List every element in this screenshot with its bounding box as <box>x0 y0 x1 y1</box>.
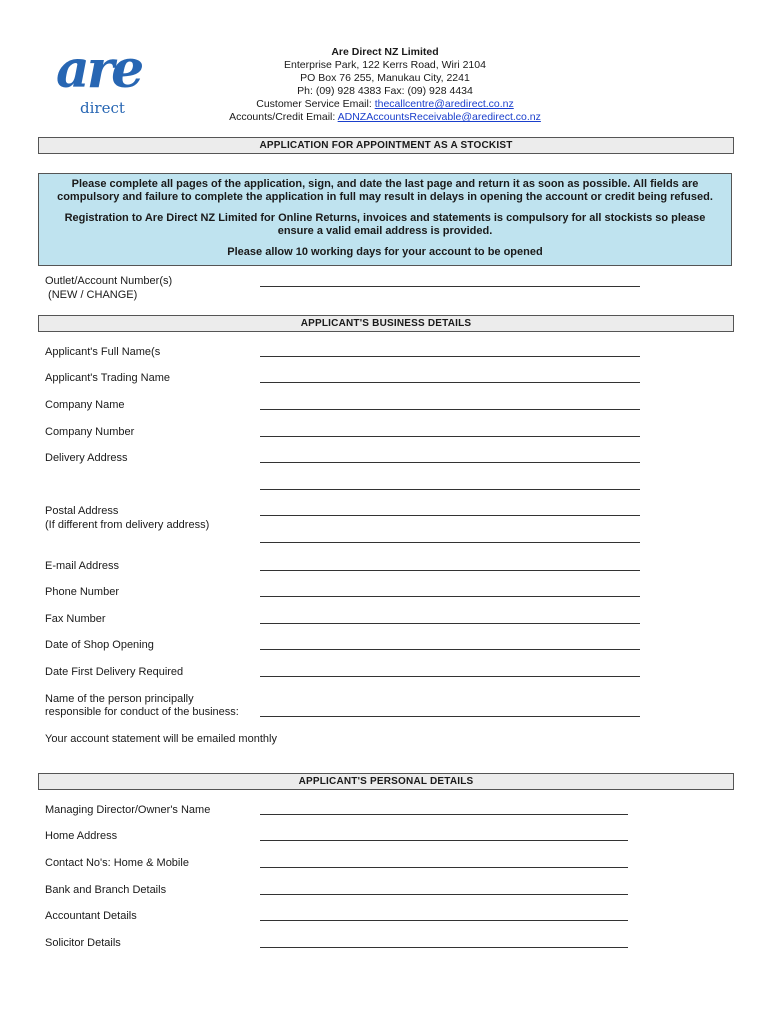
company-number-input-line[interactable] <box>260 436 640 437</box>
responsible-person-label-line1: Name of the person principally <box>45 693 194 705</box>
outlet-new-change-label: (NEW / CHANGE) <box>45 289 138 301</box>
responsible-person-input-line[interactable] <box>260 716 640 717</box>
delivery-address-input-line-1[interactable] <box>260 462 640 463</box>
delivery-address-label: Delivery Address <box>45 452 128 464</box>
postal-address-label: Postal Address <box>45 505 119 517</box>
logo-subtext: direct <box>80 99 125 117</box>
accounts-email-line <box>200 111 570 124</box>
email-address-input-line[interactable] <box>260 570 640 571</box>
trading-name-input-line[interactable] <box>260 382 640 383</box>
customer-service-email-line <box>200 98 570 111</box>
full-name-label: Applicant's Full Name(s <box>45 346 161 358</box>
home-address-label: Home Address <box>45 830 118 842</box>
solicitor-details-input-line[interactable] <box>260 947 628 948</box>
first-delivery-date-input-line[interactable] <box>260 676 640 677</box>
home-address-input-line[interactable] <box>260 840 628 841</box>
statement-email-note: Your account statement will be emailed monthly <box>45 733 277 745</box>
outlet-account-label: Outlet/Account Number(s) <box>45 275 173 287</box>
bank-details-label: Bank and Branch Details <box>45 884 167 896</box>
company-address-line1: Enterprise Park, 122 Kerrs Road, Wiri 2104 <box>284 59 486 71</box>
email-address-label: E-mail Address <box>45 560 119 572</box>
business-details-heading: APPLICANT'S BUSINESS DETAILS <box>38 315 734 332</box>
director-name-input-line[interactable] <box>260 814 628 815</box>
customer-service-label: Customer Service Email: <box>256 98 375 110</box>
shop-opening-date-label: Date of Shop Opening <box>45 639 154 651</box>
logo-wordmark: are <box>56 39 142 100</box>
phone-number-label: Phone Number <box>45 586 119 598</box>
phone-number-input-line[interactable] <box>260 596 640 597</box>
instructions-paragraph-3: Please allow 10 working days for your account to be opened <box>227 246 543 258</box>
instructions-paragraph-2: Registration to Are Direct NZ Limited for Online Returns, invoices and statements is compulsory for all stockists so please ensure a valid email address is provided. <box>64 212 706 237</box>
accounts-email-label: Accounts/Credit Email: <box>229 111 338 123</box>
company-number-label: Company Number <box>45 426 135 438</box>
instructions-paragraph-1: Please complete all pages of the application, sign, and date the last page and return it as soon as possible. All fields are compulsory and failure to complete the application in full may result in delays in opening the account or credit being refused. <box>57 178 713 203</box>
solicitor-details-label: Solicitor Details <box>45 937 121 949</box>
accounts-email-link[interactable]: ADNZAccountsReceivable@aredirect.co.nz <box>337 111 541 123</box>
company-name-label: Company Name <box>45 399 125 411</box>
fax-number-label: Fax Number <box>45 613 106 625</box>
postal-address-note: (If different from delivery address) <box>45 519 210 531</box>
company-name-input-line[interactable] <box>260 409 640 410</box>
trading-name-label: Applicant's Trading Name <box>45 372 170 384</box>
contact-numbers-label: Contact No's: Home & Mobile <box>45 857 189 869</box>
delivery-address-input-line-2[interactable] <box>260 489 640 490</box>
personal-details-heading: APPLICANT'S PERSONAL DETAILS <box>38 773 734 790</box>
instructions-box <box>38 173 732 266</box>
company-phone: Ph: (09) 928 4383 Fax: (09) 928 4434 <box>297 85 473 97</box>
shop-opening-date-input-line[interactable] <box>260 649 640 650</box>
customer-service-email-link[interactable]: thecallcentre@aredirect.co.nz <box>374 98 514 110</box>
postal-address-input-line-1[interactable] <box>260 515 640 516</box>
accountant-details-label: Accountant Details <box>45 910 137 922</box>
form-title-bar: APPLICATION FOR APPOINTMENT AS A STOCKIST <box>38 137 734 154</box>
responsible-person-label-line2: responsible for conduct of the business: <box>45 706 239 718</box>
contact-numbers-input-line[interactable] <box>260 867 628 868</box>
director-name-label: Managing Director/Owner's Name <box>45 804 211 816</box>
accountant-details-input-line[interactable] <box>260 920 628 921</box>
postal-address-input-line-2[interactable] <box>260 542 640 543</box>
company-name: Are Direct NZ Limited <box>331 46 439 58</box>
full-name-input-line[interactable] <box>260 356 640 357</box>
bank-details-input-line[interactable] <box>260 894 628 895</box>
company-address-line2: PO Box 76 255, Manukau City, 2241 <box>300 72 470 84</box>
company-header <box>200 46 570 124</box>
company-logo <box>56 39 174 124</box>
outlet-account-input-line[interactable] <box>260 286 640 287</box>
first-delivery-date-label: Date First Delivery Required <box>45 666 184 678</box>
fax-number-input-line[interactable] <box>260 623 640 624</box>
